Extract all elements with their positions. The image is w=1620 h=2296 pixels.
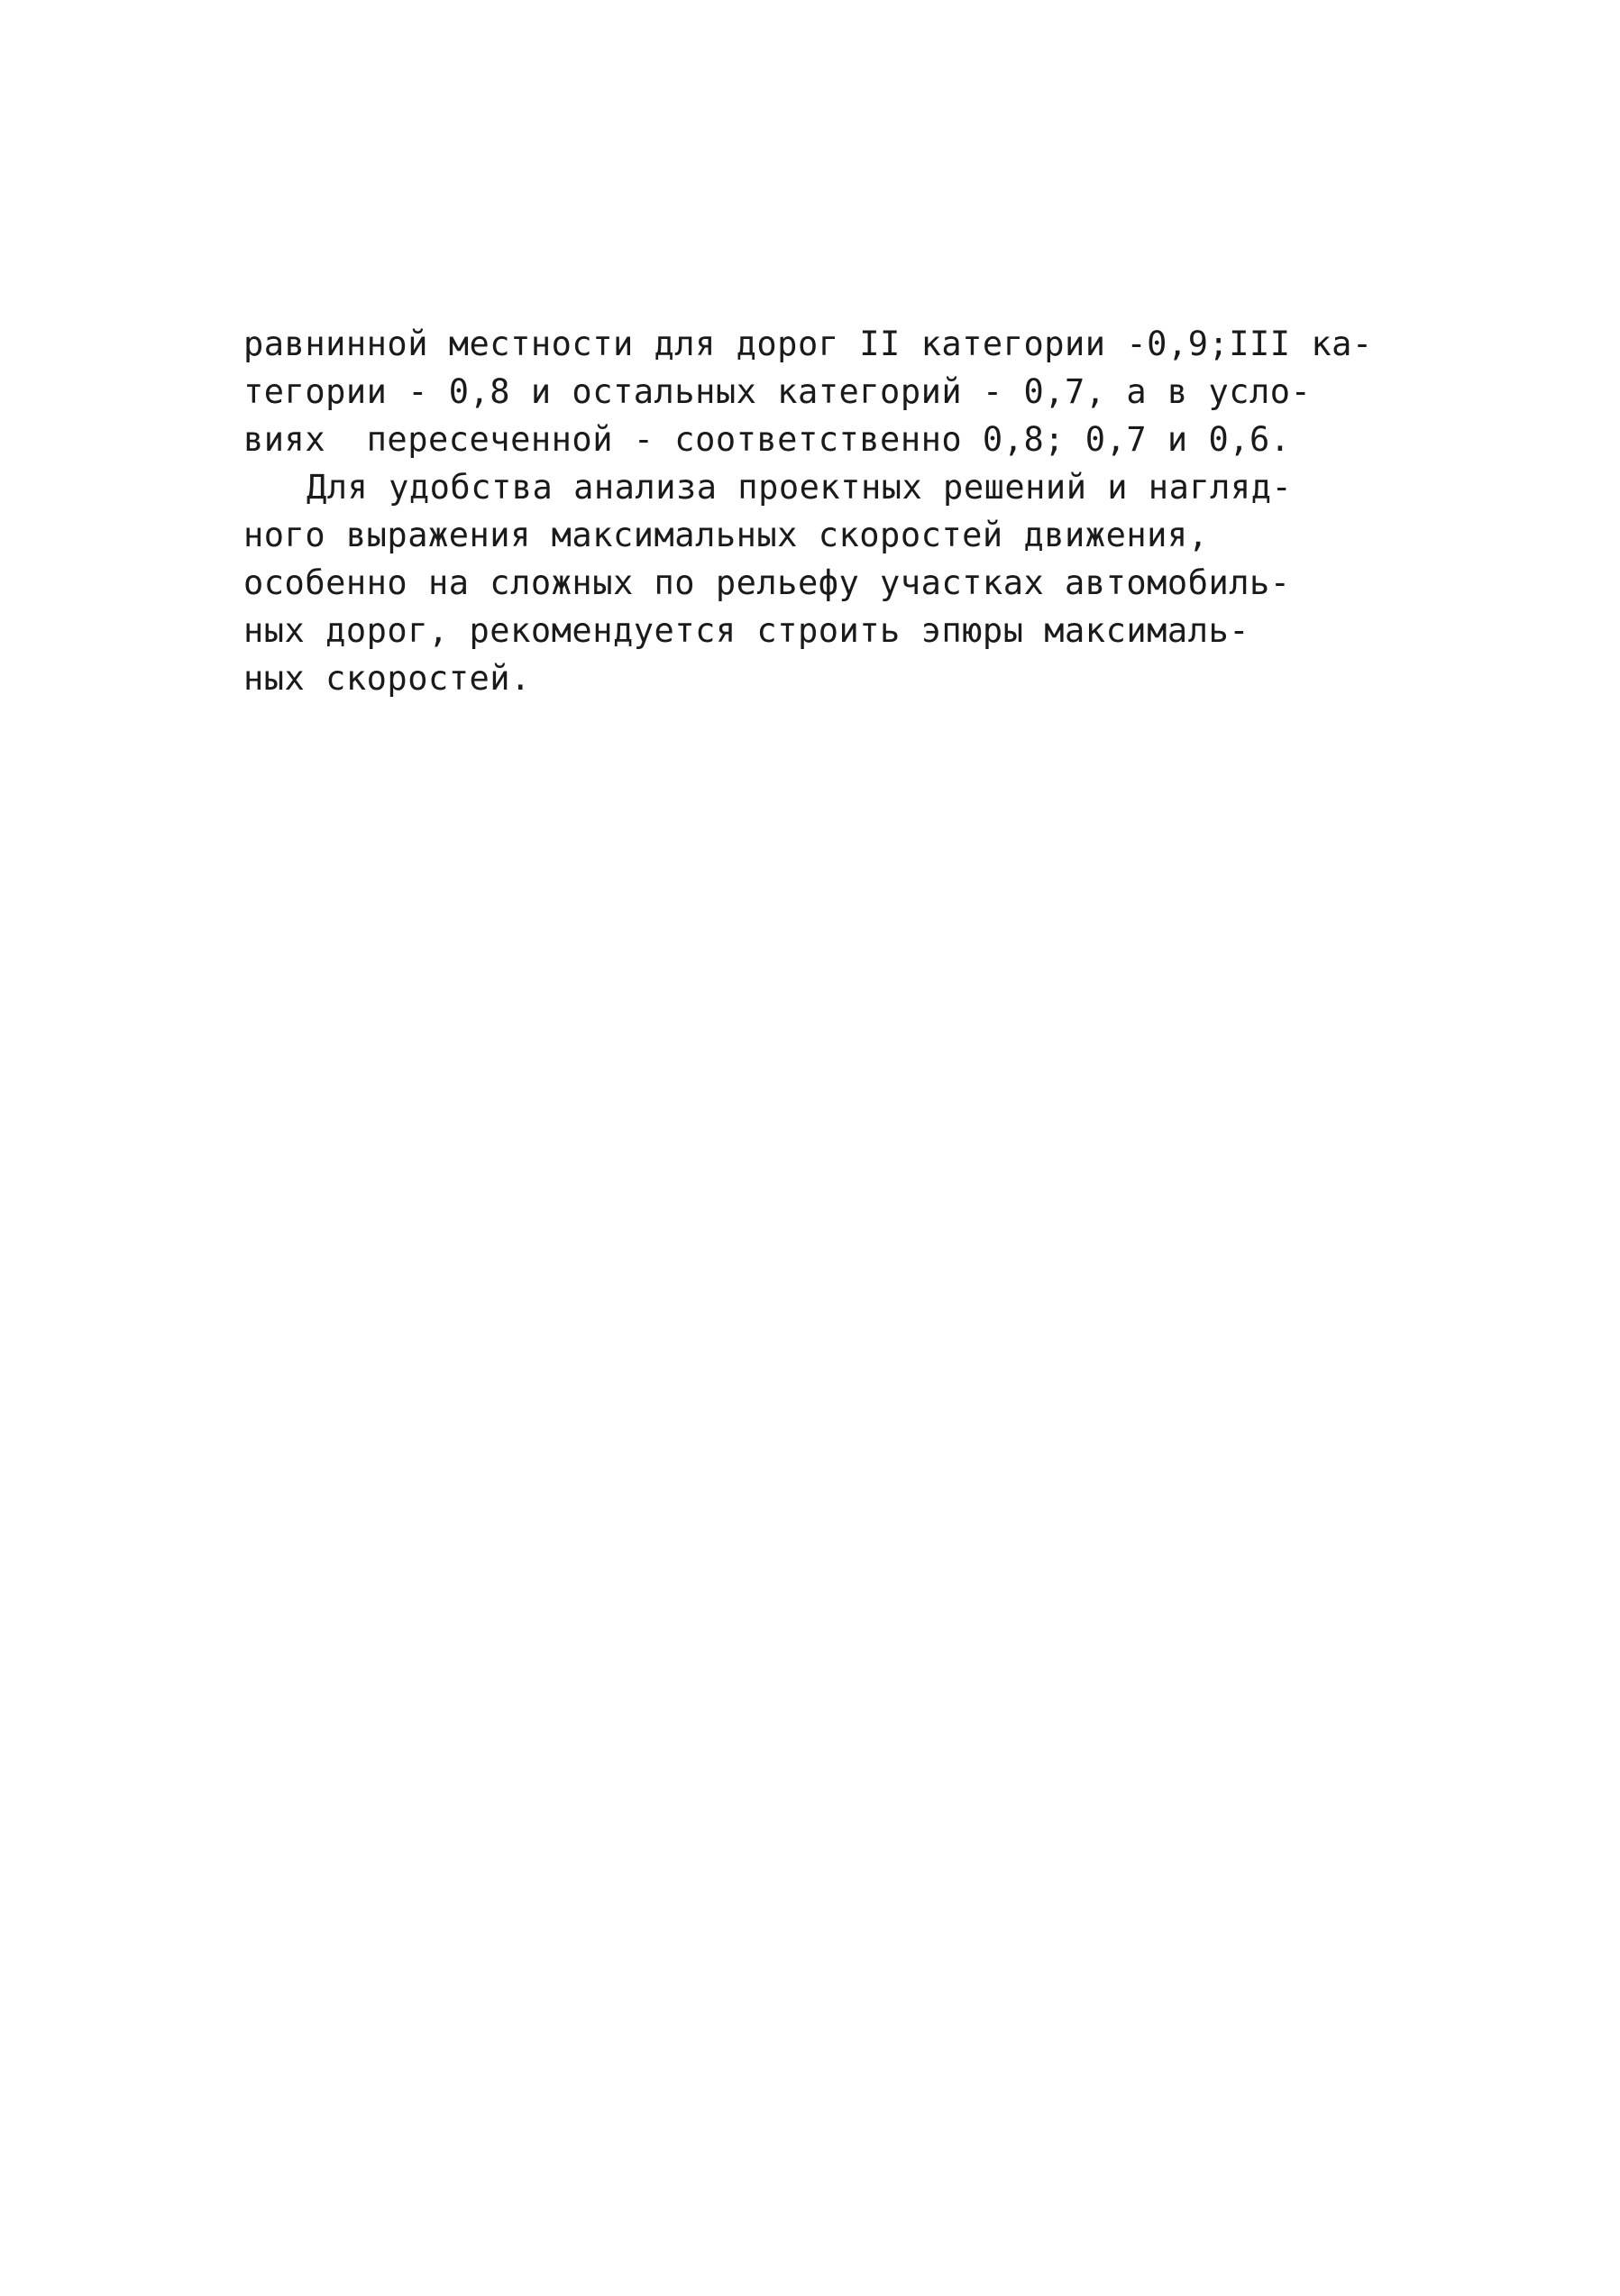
paragraph-2 [243,463,1388,702]
text-line: особенно на сложных по рельефу участках автомобиль- [243,563,1291,602]
text-line: виях пересеченной - соответственно 0,8; 0,7 и 0,6. [243,420,1291,459]
text-line: ных дорог, рекомендуется строить эпюры максималь- [243,611,1250,650]
text-line: тегории - 0,8 и остальных категорий - 0,7, а в усло- [243,372,1312,411]
text-line: равнинной местности для дорог II категории -0,9;III ка- [243,325,1373,363]
text-line: ного выражения максимальных скоростей движения, [243,516,1209,554]
paragraph-1 [243,320,1388,463]
text-line: ных скоростей. [243,659,531,698]
body-text [243,320,1388,702]
text-line: Для удобства анализа проектных решений и нагляд- [307,468,1293,507]
